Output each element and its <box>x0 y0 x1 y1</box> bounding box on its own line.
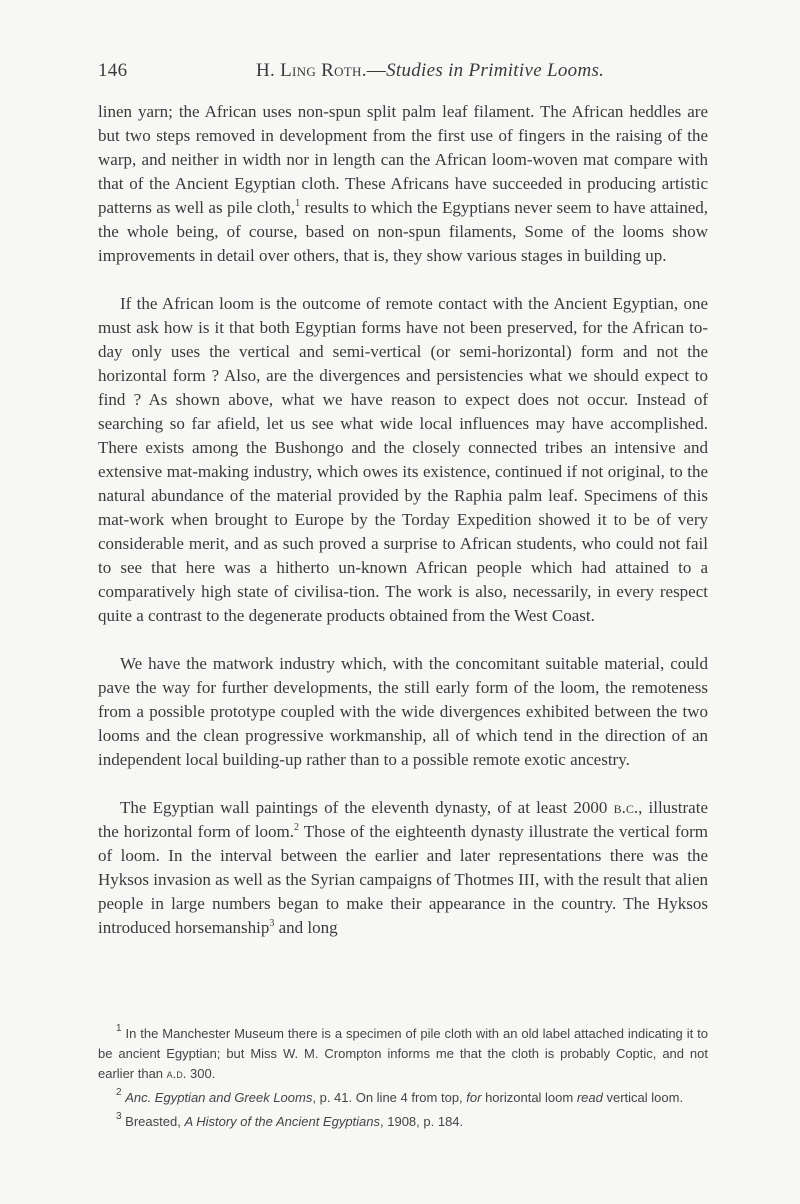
paragraph-1-part-b: results to which the Egyptians never seem to have attained, the whole being, of course, based on non-spun filaments, Some of the looms show improvements in detail over others, that is, they show various stages in building up. <box>98 198 709 265</box>
paragraph-3: We have the matwork industry which, with the concomitant suitable material, could pave the way for further developments, the still early form of the loom, the remoteness from a possible prototype coupled with the wide divergences exhibited between the two looms and the clean progressive workmanship, all of which tend in the direction of an independent local building-up rather than to a possible remote exotic ancestry. <box>98 654 708 769</box>
footnote-1-marker: 1 <box>116 1023 122 1034</box>
paragraph-4-part-a: The Egyptian wall paintings of the eleventh dynasty, of at least 2000 <box>120 798 614 817</box>
footnote-1-part-a: In the Manchester Museum there is a specimen of pile cloth with an old label attached indicating it to be ancient Egyptian; but Miss W. M. Crompton informs me that the cloth is probably Coptic, and not earlier than <box>98 1026 708 1081</box>
footnote-2-part-a: , p. 41. On line 4 from top, <box>312 1090 467 1105</box>
paragraph-4-part-d: and long <box>274 918 338 937</box>
footnote-2-for: for <box>466 1090 482 1105</box>
body-text <box>98 100 708 940</box>
footnote-1 <box>98 1024 708 1084</box>
footnote-2 <box>98 1088 708 1108</box>
footnote-3 <box>98 1112 708 1132</box>
footnote-ref-3: 3 <box>269 918 275 929</box>
footnote-3-part-b: , 1908, p. 184. <box>380 1114 464 1129</box>
author-initial: H. <box>256 60 276 81</box>
work-title: Studies in Primitive Looms. <box>386 60 605 81</box>
running-head <box>98 60 708 90</box>
paragraph-1-part-a: linen yarn; the African uses non-spun split palm leaf filament. The African heddles are but two steps removed in development from the first use of fingers in the raising of the warp, and neither in width nor in length can the African loom-woven mat compare with that of the Ancient Egyptian cloth. These Africans have succeeded in producing artistic patterns as well as pile cloth, <box>98 102 708 217</box>
footnote-3-part-a: Breasted, <box>121 1114 185 1129</box>
bc-abbrev: b.c. <box>613 798 639 817</box>
footnote-1-part-b: 300. <box>186 1066 216 1081</box>
footnote-2-read: read <box>576 1090 603 1105</box>
paragraph-1 <box>98 100 708 268</box>
paragraph-2: If the African loom is the outcome of remote contact with the Ancient Egyptian, one must ask how is it that both Egyptian forms have not been preserved, for the African to-day only uses the vertical and semi-vertical (or semi-horizontal) form and not the horizontal form ? Also, are the divergences and persistencies what we should expect to find ? As shown above, what we have reason to expect does not occur. Instead of searching so far afield, let us see what wide local influences may have accomplished. There exists among the Bushongo and the closely connected tribes an intensive and extensive mat-making industry, which owes its existence, continued if not original, to the natural abundance of the material provided by the Raphia palm leaf. Specimens of this mat-work when brought to Europe by the Torday Expedition showed it to be of very considerable merit, and as such proved a surprise to African students, who could not fail to see that here was a hitherto un-known African people which had attained to a comparatively high state of civilisa-tion. The work is also, necessarily, in every respect quite a contrast to the degenerate products obtained from the West Coast. <box>98 294 708 625</box>
footnote-3-title: A History of the Ancient Egyptians <box>184 1114 381 1129</box>
paragraph-4-part-c: Those of the eighteenth dynasty illustrate the vertical form of loom. In the interval between the earlier and later representations there was the Hyksos invasion as well as the Syrian campaigns of Thotmes III, with the result that alien people in large numbers began to make their appearance in the country. The Hyksos introduced horsemanship <box>98 822 709 937</box>
footnote-3-marker: 3 <box>116 1111 122 1122</box>
title-dash: .— <box>361 60 387 81</box>
running-title <box>256 60 604 82</box>
footnote-2-part-b: horizontal loom <box>481 1090 577 1105</box>
author-name: Ling Roth <box>280 60 362 81</box>
ad-abbrev: a.d. <box>166 1066 187 1081</box>
footnote-2-title: Anc. Egyptian and Greek Looms <box>125 1090 313 1105</box>
footnote-ref-1: 1 <box>295 198 301 209</box>
paragraph-4-part-b: , illustrate the horizontal form of loom. <box>98 798 708 841</box>
footnote-2-part-c: vertical loom. <box>602 1090 684 1105</box>
paragraph-4 <box>98 796 708 940</box>
page-number: 146 <box>98 60 128 81</box>
footnote-ref-2: 2 <box>294 822 300 833</box>
footnote-2-marker: 2 <box>116 1087 122 1098</box>
footnotes <box>98 1024 708 1136</box>
